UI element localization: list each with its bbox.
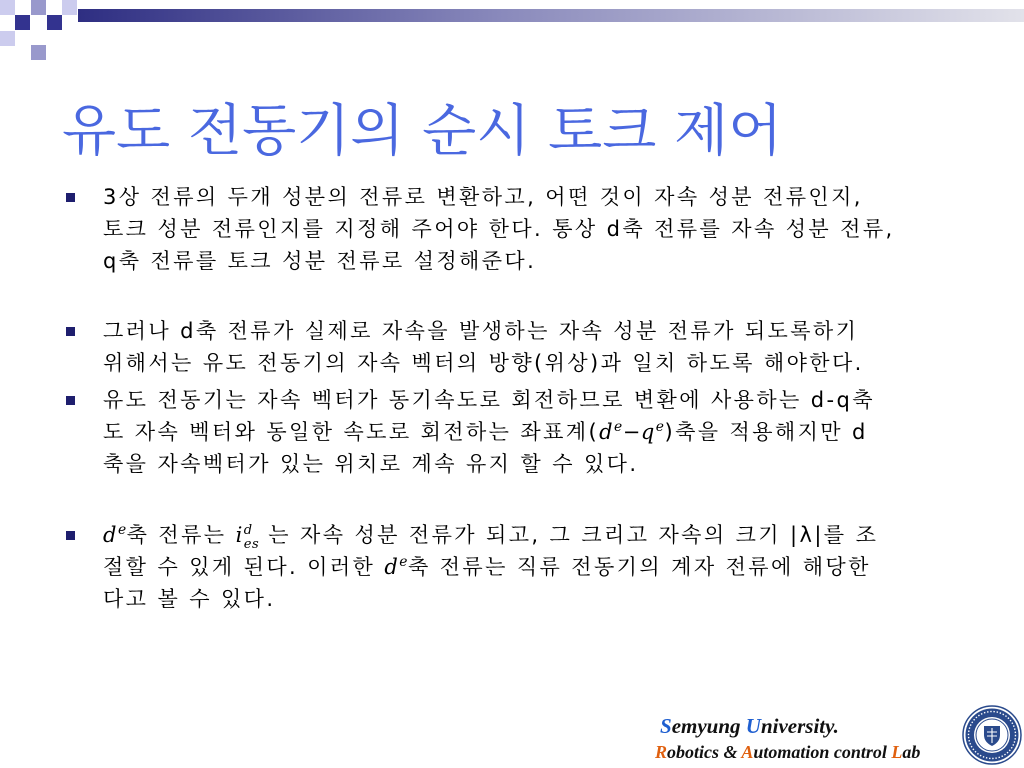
math-superscript: e	[117, 521, 127, 538]
bullet-text	[103, 519, 878, 615]
math-base: i	[235, 523, 243, 547]
text-segment: 도 자속 벡터와 동일한 속도로 회전하는 좌표계(	[103, 420, 600, 444]
bullet-line: 토크 성분 전류인지를 지정해 주어야 한다. 통상 d축 전류를 자속 성분 전류,	[103, 217, 895, 241]
bullet-line: 3상 전류의 두개 성분의 전류로 변환하고, 어떤 것이 자속 성분 전류인지,	[103, 185, 863, 209]
math-superscript: d	[243, 523, 253, 539]
accent-initial: A	[741, 742, 754, 762]
math-subscript: es	[243, 536, 260, 552]
math-i-es-d	[235, 523, 260, 552]
bullet-line: 위해서는 유도 전동기의 자속 벡터의 방향(위상)과 일치 하도록 해야한다.	[103, 351, 864, 375]
decor-square	[15, 15, 30, 30]
decor-square	[0, 0, 15, 15]
footer-lab-name	[655, 741, 920, 763]
decor-square	[31, 45, 46, 60]
slide-title: 유도 전동기의 순시 토크 제어	[62, 99, 783, 164]
math-minus: −	[622, 420, 641, 444]
decor-square	[62, 0, 77, 15]
bullet-line: 그러나 d축 전류가 실제로 자속을 발생하는 자속 성분 전류가 되도록하기	[103, 319, 859, 343]
math-superscript: e	[655, 418, 665, 435]
bullet-text	[103, 384, 875, 480]
bullet-line: 축을 자속벡터가 있는 위치로 계속 유지 할 수 있다.	[103, 452, 639, 476]
math-q-superscript-e	[641, 420, 665, 444]
accent-initial: S	[660, 714, 672, 738]
math-d-superscript-e	[103, 523, 127, 547]
header-gradient-bar	[78, 9, 1024, 22]
math-base: d	[103, 523, 117, 547]
decor-square	[47, 15, 62, 30]
footer-university-name	[660, 713, 839, 739]
decor-square	[0, 31, 15, 46]
math-base: d	[384, 555, 399, 579]
text-segment: 축 전류는 직류 전동기의 계자 전류에 해당한	[407, 555, 871, 579]
footer-text-segment: emyung	[671, 714, 746, 738]
bullet-line	[103, 416, 875, 448]
university-seal-icon	[962, 705, 1022, 765]
math-base: d	[599, 420, 614, 444]
bullet-line: 다고 볼 수 있다.	[103, 587, 276, 611]
bullet-line	[103, 551, 878, 583]
math-base: q	[640, 420, 655, 444]
text-segment: 절할 수 있게 된다. 이러한	[103, 555, 385, 579]
math-superscript: e	[399, 553, 408, 570]
bullet-text	[103, 315, 864, 379]
footer-text-segment: utomation control	[753, 742, 892, 762]
footer-text-segment: obotics &	[667, 742, 742, 762]
text-segment: 축 전류는	[126, 523, 236, 547]
math-d-superscript-e	[384, 555, 408, 579]
math-d-superscript-e	[599, 420, 623, 444]
footer-text-segment: ab	[902, 742, 921, 762]
bullet-line	[103, 519, 878, 551]
text-segment: )축을 적용해지만 d	[664, 420, 868, 444]
accent-initial: U	[745, 714, 761, 738]
decor-square	[31, 0, 46, 15]
bullet-line: 유도 전동기는 자속 벡터가 동기속도로 회전하므로 변환에 사용하는 d-q축	[103, 388, 875, 412]
math-scripts	[244, 524, 259, 551]
accent-initial: R	[655, 742, 668, 762]
bullet-text	[103, 181, 895, 277]
text-segment: 는 자속 성분 전류가 되고, 그 크리고 자속의 크기 |λ|를 조	[259, 523, 879, 547]
square-bullet-icon	[66, 531, 75, 540]
square-bullet-icon	[66, 193, 75, 202]
bullet-line: q축 전류를 토크 성분 전류로 설정해준다.	[103, 249, 537, 273]
square-bullet-icon	[66, 327, 75, 336]
footer-text-segment: niversity.	[760, 714, 839, 738]
math-superscript: e	[614, 418, 623, 435]
accent-initial: L	[891, 742, 903, 762]
square-bullet-icon	[66, 396, 75, 405]
